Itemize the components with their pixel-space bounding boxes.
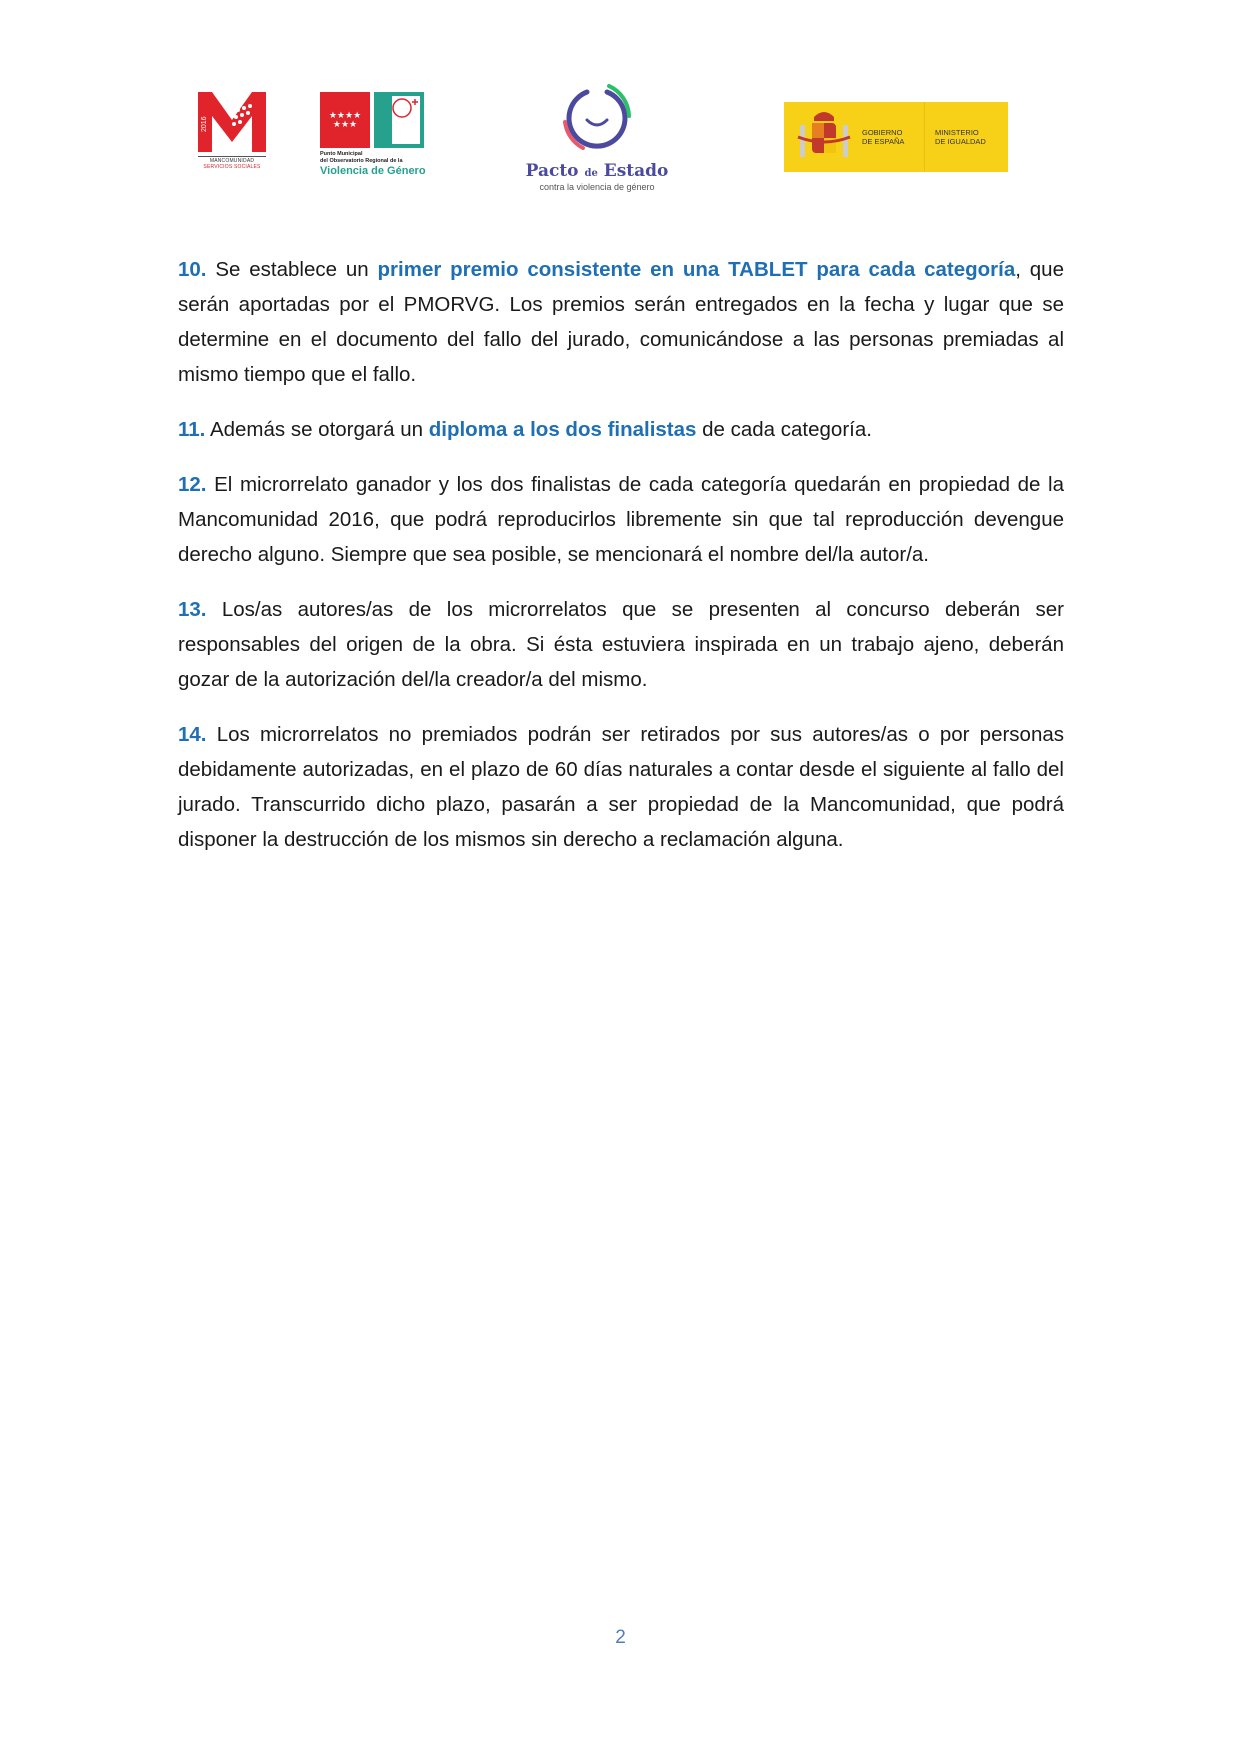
madrid-stars-icon: ★★★★ ★★★ bbox=[320, 92, 370, 148]
clause-highlight: primer premio consistente en una TABLET para cada categoría bbox=[377, 258, 1016, 281]
clause-number: 11. bbox=[178, 418, 206, 441]
observatorio-p-icon bbox=[374, 92, 424, 148]
clause-text: Además se otorgará un bbox=[205, 418, 429, 441]
gobierno-text: GOBIERNO DE ESPAÑA bbox=[862, 128, 905, 146]
clause-number: 12. bbox=[178, 473, 207, 496]
clause-13 bbox=[178, 592, 1064, 697]
ministerio-text: MINISTERIO DE IGUALDAD bbox=[935, 128, 986, 146]
clause-text: Los/as autores/as de los microrrelatos que se presenten al concurso deberán ser responsables del origen de la obra. Si ésta estuviera inspirada en un trabajo ajeno, deberán gozar de la autorización del/la creador/a del mismo. bbox=[178, 598, 1064, 691]
clause-number: 14. bbox=[178, 723, 207, 746]
mancomunidad-m-icon bbox=[198, 92, 266, 152]
punto-municipal-text-1: Punto Municipal bbox=[320, 151, 363, 157]
clause-text: Se establece un bbox=[206, 258, 378, 281]
clause-number: 13. bbox=[178, 598, 207, 621]
punto-municipal-logo bbox=[320, 92, 430, 192]
clause-text: El microrrelato ganador y los dos finalistas de cada categoría quedarán en propiedad de la Mancomunidad 2016, que podrá reproducirlos libremente sin que tal reproducción devengue derecho alguno. Siempre que sea posible, se mencionará el nombre del/la autor/a. bbox=[178, 473, 1064, 566]
punto-municipal-text-2: del Observatorio Regional de la bbox=[320, 158, 403, 164]
clause-text: , que serán aportadas por el PMORVG. Los premios serán entregados en la fecha y lugar que se determine en el documento del fallo del jurado, comunicándose a las personas premiadas al mismo tiempo que el fallo. bbox=[178, 258, 1064, 386]
clause-number: 10. bbox=[178, 258, 207, 281]
punto-municipal-text-3: Violencia de Género bbox=[320, 165, 426, 177]
clause-10 bbox=[178, 252, 1064, 392]
header-logos bbox=[0, 80, 1241, 200]
clause-12 bbox=[178, 467, 1064, 572]
clause-highlight: diploma a los dos finalistas bbox=[428, 418, 697, 441]
pacto-smile-icon bbox=[557, 82, 637, 154]
logo-divider bbox=[924, 102, 925, 172]
gobierno-espana-logo bbox=[784, 102, 1008, 172]
mancomunidad-year: 2016 bbox=[201, 116, 208, 132]
servicios-sociales-caption: SERVICIOS SOCIALES bbox=[203, 164, 261, 170]
coat-of-arms-icon bbox=[794, 107, 854, 167]
clause-text: de cada categoría. bbox=[696, 418, 872, 441]
mancomunidad-logo bbox=[198, 92, 266, 178]
document-body bbox=[178, 252, 1064, 877]
clause-11 bbox=[178, 412, 1064, 447]
pacto-title: Pacto de Estado bbox=[525, 161, 669, 181]
clause-text: Los microrrelatos no premiados podrán ser retirados por sus autores/as o por personas debidamente autorizadas, en el plazo de 60 días naturales a contar desde el siguiente al fallo del jurado. Transcurrido dicho plazo, pasarán a ser propiedad de la Mancomunidad, que podrá disponer la destrucción de los mismos sin derecho a reclamación alguna. bbox=[178, 723, 1064, 851]
mancomunidad-caption: MANCOMUNIDAD bbox=[198, 156, 266, 164]
page-number: 2 bbox=[615, 1627, 626, 1648]
clause-14 bbox=[178, 717, 1064, 857]
pacto-de-estado-logo bbox=[522, 82, 672, 192]
pacto-subtitle: contra la violencia de género bbox=[539, 182, 655, 192]
